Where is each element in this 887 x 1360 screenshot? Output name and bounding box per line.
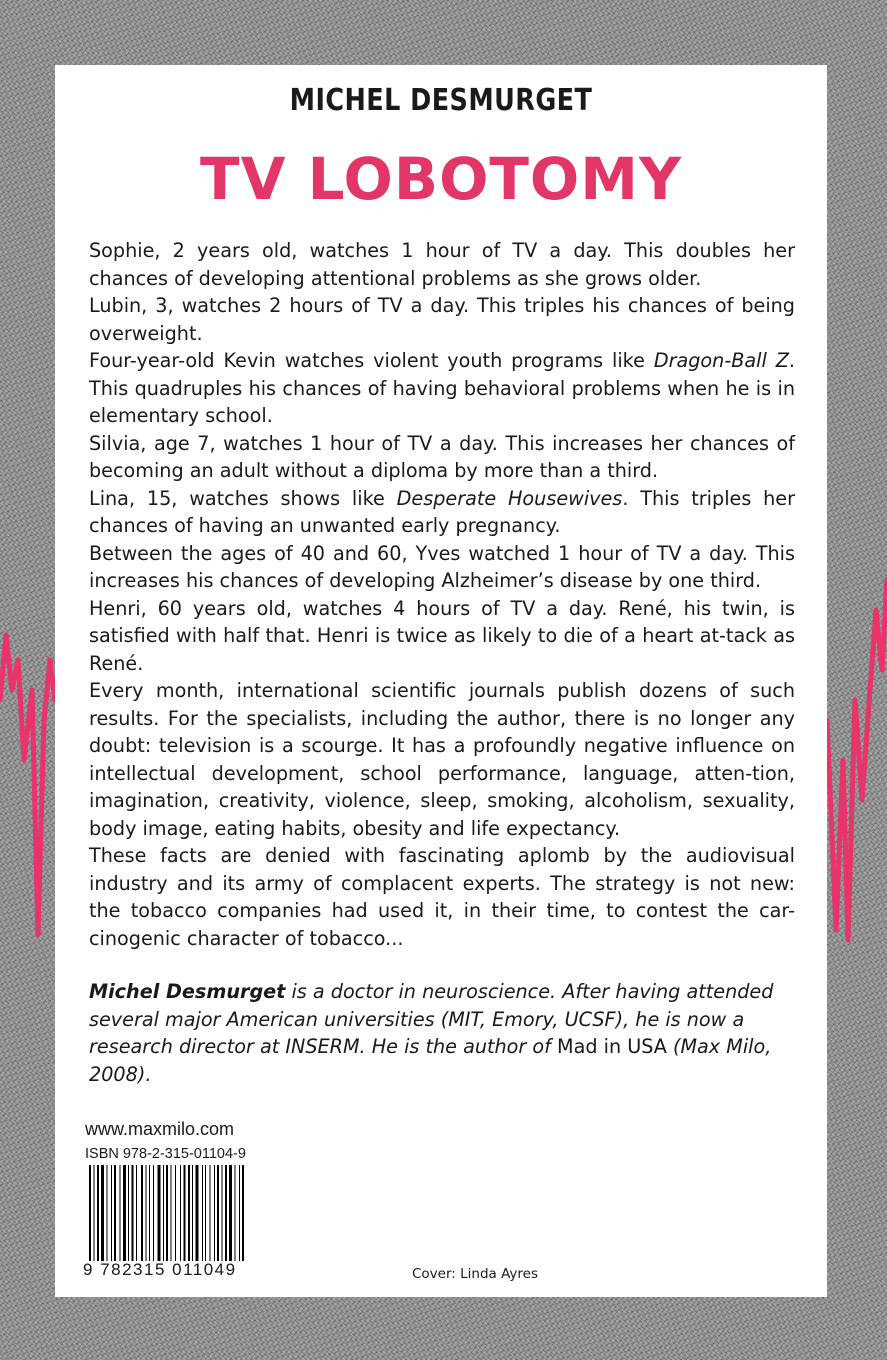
paragraph-text: Sophie, 2 years old, watches 1 hour of TV a day. This doubles her chances of developing attentional problems as she grows older. bbox=[89, 239, 795, 290]
paragraph-text: Four-year-old Kevin watches violent youth programs like bbox=[89, 349, 654, 372]
paragraph-text: Between the ages of 40 and 60, Yves watched 1 hour of TV a day. This increases his chances of developing Alzheimer’s disease by one third. bbox=[89, 541, 795, 592]
paragraph-text: Lubin, 3, watches 2 hours of TV a day. This triples his chances of being overweight. bbox=[89, 294, 795, 345]
blurb-paragraph bbox=[89, 430, 795, 485]
bio-book-title: Mad in USA bbox=[557, 1035, 667, 1058]
barcode-icon bbox=[85, 1165, 251, 1261]
blurb-paragraph bbox=[89, 237, 795, 292]
paragraph-text: . This quadruples his chances of having behavioral problems when he is in elementary school. bbox=[89, 349, 795, 427]
paragraph-text: Silvia, age 7, watches 1 hour of TV a day. This increases her chances of becoming an adult without a diploma by more than a third. bbox=[89, 431, 795, 482]
blurb-paragraph bbox=[89, 347, 795, 430]
blurb-paragraph bbox=[89, 485, 795, 540]
publisher-website: www.maxmilo.com bbox=[85, 1119, 235, 1139]
isbn-label: ISBN 978-2-315-01104-9 bbox=[85, 1146, 246, 1162]
blurb-paragraph bbox=[89, 842, 795, 952]
bio-author-name: Michel Desmurget bbox=[89, 980, 286, 1003]
author-bio bbox=[89, 978, 795, 1088]
back-cover-panel bbox=[55, 65, 827, 1297]
blurb-paragraph bbox=[89, 540, 795, 595]
paragraph-text: Every month, international scientific journals publish dozens of such results. For the specialists, including the author, there is no longer any doubt: television is a scourge. It has a profoundly negative influence on intellectual development, school performance, language, atten-tion, imagination, creativity, violence, sleep, smoking, alcoholism, sexuality, body image, eating habits, obesity and life expectancy. bbox=[89, 679, 795, 840]
blurb-paragraph bbox=[89, 677, 795, 842]
blurb-text bbox=[89, 237, 795, 952]
barcode-number: 9 782315 011049 bbox=[83, 1260, 237, 1279]
bio-text: is a doctor in neuroscience. After having attended several major American universities (MIT, Emory, UCSF), he is now a research director at INSERM. He is the author of bbox=[89, 980, 774, 1058]
author-name: MICHEL DESMURGET bbox=[289, 83, 593, 118]
program-title: Dragon-Ball Z bbox=[653, 349, 789, 372]
book-title: TV LOBOTOMY bbox=[200, 145, 682, 213]
bio-text-end: (Max Milo, 2008). bbox=[89, 1035, 772, 1086]
blurb-paragraph bbox=[89, 595, 795, 678]
program-title: Desperate Housewives bbox=[396, 486, 623, 510]
blurb-paragraph bbox=[89, 292, 795, 347]
paragraph-text: Lina, 15, watches shows like bbox=[89, 486, 397, 510]
paragraph-text: These facts are denied with fascinating aplomb by the audiovisual industry and its army of complacent experts. The strategy is not new: the tobacco companies had used it, in their time, to contest the car-cinogenic character of tobacco... bbox=[89, 844, 795, 950]
cover-credit: Cover: Linda Ayres bbox=[412, 1266, 538, 1282]
paragraph-text: . This triples her chances of having an unwanted early pregnancy. bbox=[89, 486, 795, 537]
paragraph-text: Henri, 60 years old, watches 4 hours of TV a day. René, his twin, is satisfied with half that. Henri is twice as likely to die of a heart at-tack as René. bbox=[89, 596, 795, 675]
